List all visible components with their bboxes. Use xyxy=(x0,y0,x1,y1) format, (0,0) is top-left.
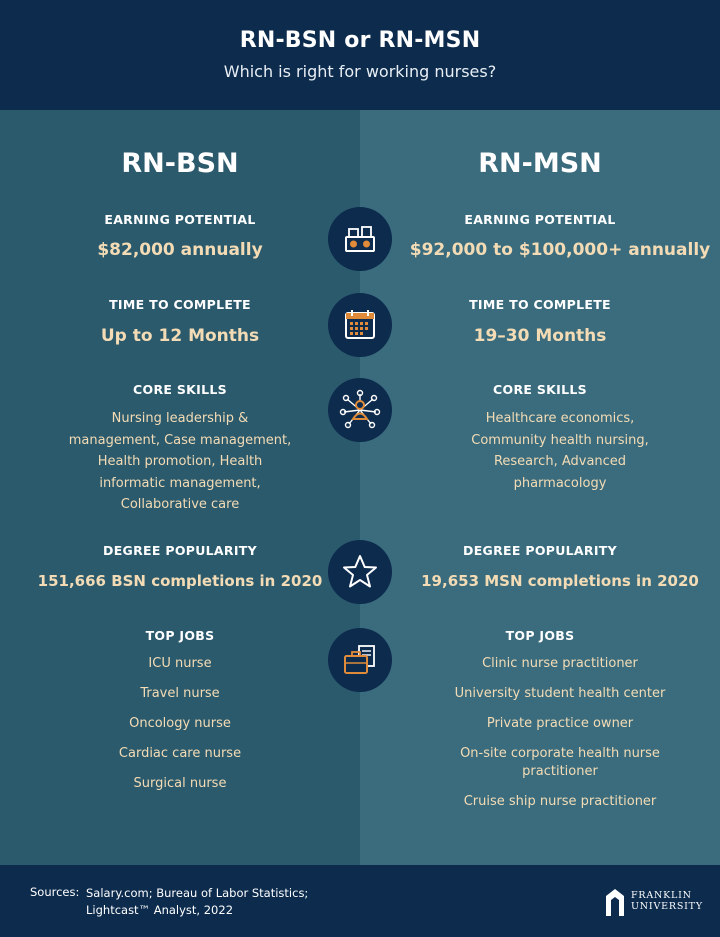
list-item: Cardiac care nurse xyxy=(118,746,242,761)
time-label: TIME TO COMPLETE xyxy=(109,297,251,312)
skills-line: pharmacology xyxy=(513,475,607,491)
logo-line: UNIVERSITY xyxy=(631,901,703,912)
franklin-logo xyxy=(604,883,704,919)
sources-line: Lightcast™ Analyst, 2022 xyxy=(86,903,234,917)
list-item: ICU nurse xyxy=(148,656,212,671)
header xyxy=(0,0,720,110)
page-subtitle: Which is right for working nurses? xyxy=(223,62,497,81)
popularity-value: 19,653 MSN completions in 2020 xyxy=(421,572,699,590)
money-icon xyxy=(328,207,392,271)
earning-value: $92,000 to $100,000+ annually xyxy=(409,240,711,260)
network-person-icon xyxy=(328,378,392,442)
skills-label: CORE SKILLS xyxy=(493,382,587,397)
skills-line: Healthcare economics, xyxy=(485,411,635,426)
franklin-logo-icon xyxy=(604,886,626,916)
logo-text xyxy=(631,890,703,912)
time-label: TIME TO COMPLETE xyxy=(469,297,611,312)
list-item: Oncology nurse xyxy=(129,716,231,731)
skills-line: Research, Advanced xyxy=(493,454,627,469)
sources-text xyxy=(86,885,386,919)
skills-text xyxy=(30,408,330,516)
jobs-label: TOP JOBS xyxy=(505,628,575,643)
skills-line: Collaborative care xyxy=(120,497,240,512)
column-title: RN-MSN xyxy=(478,148,602,179)
list-item: University student health center xyxy=(454,686,666,701)
skills-line: Health promotion, Health xyxy=(97,454,263,469)
list-item: Surgical nurse xyxy=(133,776,227,791)
list-item: Travel nurse xyxy=(140,686,220,701)
skills-line: management, Case management, xyxy=(68,432,292,448)
sources-label: Sources: xyxy=(30,885,80,899)
list-item: practitioner xyxy=(522,764,598,779)
list-item: Clinic nurse practitioner xyxy=(482,656,638,671)
list-item: On-site corporate health nurse xyxy=(460,746,660,761)
logo-line: FRANKLIN xyxy=(631,890,692,901)
time-value: 19–30 Months xyxy=(473,326,607,346)
skills-line: Nursing leadership & xyxy=(111,411,249,426)
skills-line: informatic management, xyxy=(99,475,261,491)
popularity-value: 151,666 BSN completions in 2020 xyxy=(37,572,323,590)
sources-line: Salary.com; Bureau of Labor Statistics; xyxy=(86,886,309,900)
jobs-list xyxy=(20,655,340,793)
list-item: Private practice owner xyxy=(486,716,634,731)
popularity-label: DEGREE POPULARITY xyxy=(103,543,257,558)
column-title: RN-BSN xyxy=(121,148,239,179)
briefcase-icon xyxy=(328,628,392,692)
rn-msn-column xyxy=(360,110,720,865)
earning-value: $82,000 annually xyxy=(97,240,263,260)
footer xyxy=(0,865,720,937)
skills-line: Community health nursing, xyxy=(471,432,649,448)
skills-label: CORE SKILLS xyxy=(133,382,227,397)
page-title: RN-BSN or RN-MSN xyxy=(239,28,481,53)
time-value: Up to 12 Months xyxy=(100,326,260,346)
popularity-label: DEGREE POPULARITY xyxy=(463,543,617,558)
rn-bsn-column xyxy=(0,110,360,865)
skills-text xyxy=(410,408,710,494)
star-icon xyxy=(328,540,392,604)
earning-label: EARNING POTENTIAL xyxy=(104,212,256,227)
jobs-label: TOP JOBS xyxy=(145,628,215,643)
list-item: Cruise ship nurse practitioner xyxy=(463,794,657,809)
calendar-icon xyxy=(328,293,392,357)
earning-label: EARNING POTENTIAL xyxy=(464,212,616,227)
jobs-list xyxy=(410,655,710,811)
